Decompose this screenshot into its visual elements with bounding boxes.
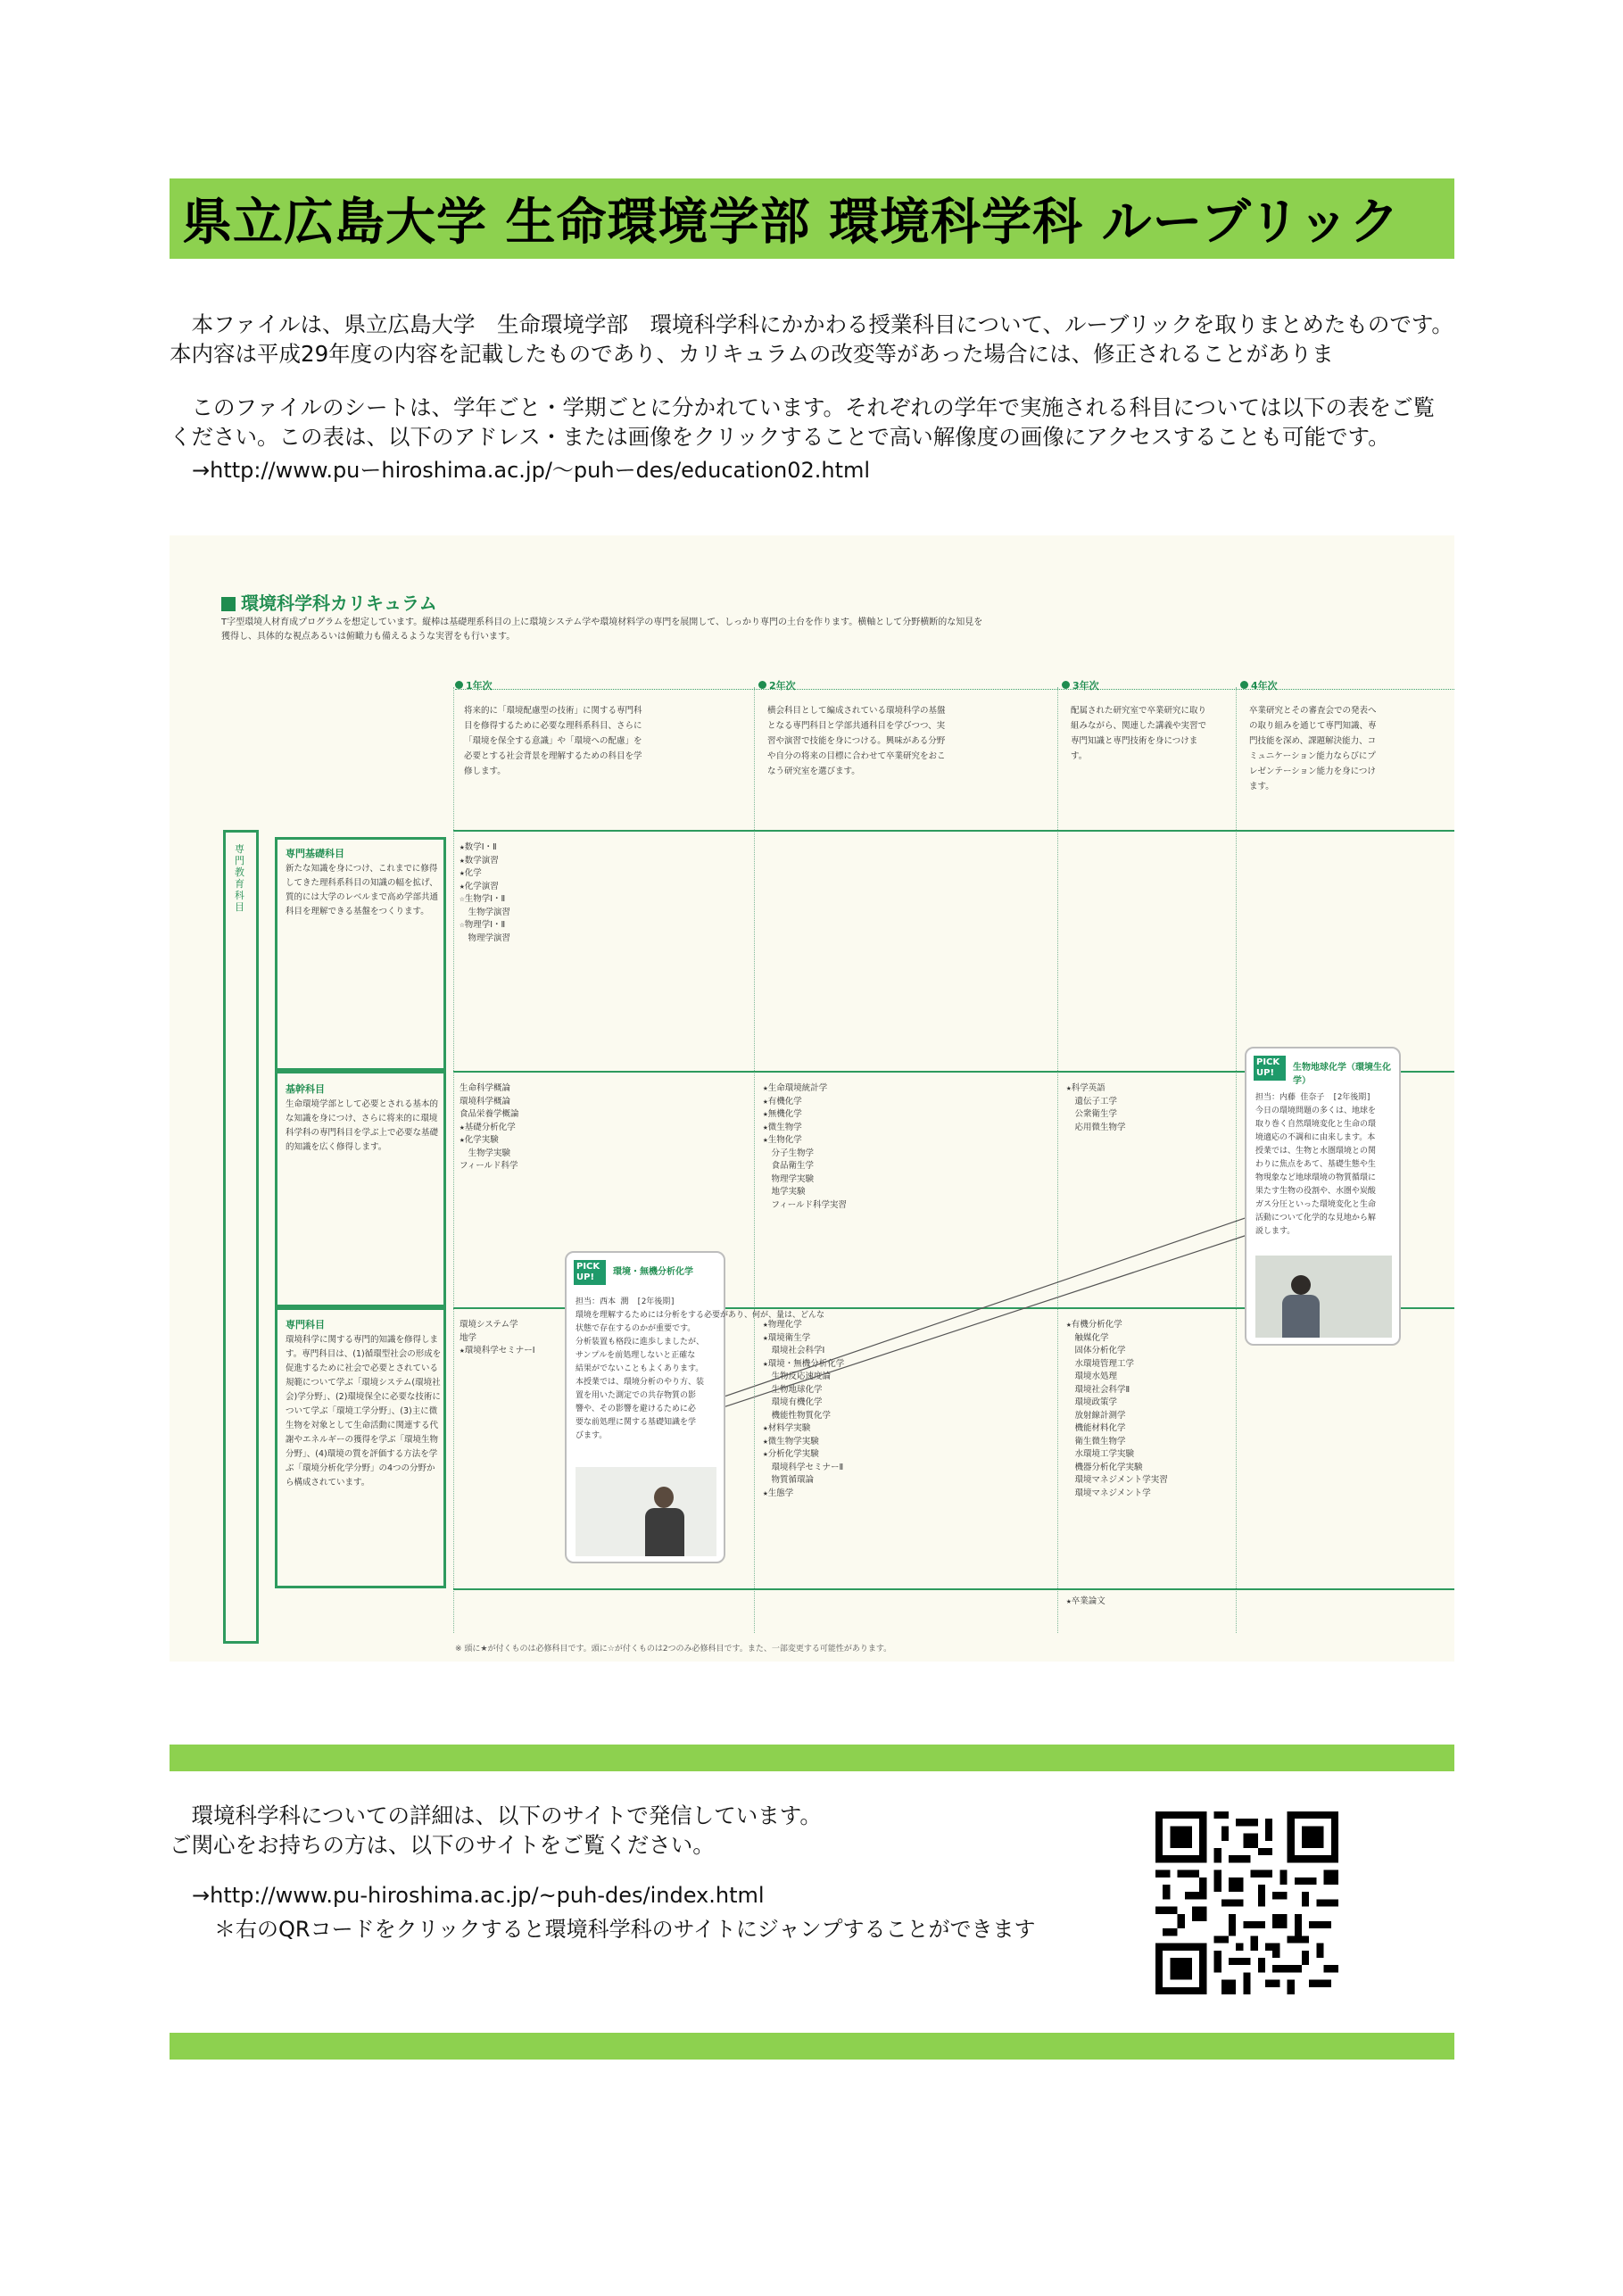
- block-specialized-title: 専門科目: [286, 1319, 325, 1330]
- block-basic-title: 専門基礎科目: [286, 848, 344, 859]
- specialized-education-label: 専門教育科目: [235, 843, 244, 913]
- detail-text: [170, 1801, 822, 1860]
- year-label-4: 4年次: [1240, 678, 1278, 692]
- page-title: 県立広島大学 生命環境学部 環境科学科 ルーブリック: [182, 194, 1401, 252]
- list-core-year1: 生命科学概論 環境科学概論 食品栄養学概論 ★基礎分析化学 ★化学実験 生物学実験 フィールド科学: [460, 1083, 519, 1171]
- list-core-year3: ★科学英語 遺伝子工学 公衆衛生学 応用微生物学: [1066, 1083, 1126, 1132]
- pickup-desc: 担当：西本 潤 [2年後期] 環境を理解するためには分析をする必要があり、何が、量は、どんな 状態で存在するのかが重要です。 分析装置も格段に進歩しましたが、 サンプルを前処理しないと正確な 結果がでないこともよくあります。 本授業では、環境分析のやり方、装 置を用いた測定での共存物質の影 響や、その影響を避けるために必 要な前処理に関する基礎知識を学 びます。: [576, 1297, 825, 1440]
- list-thesis: ★卒業論文: [1066, 1596, 1105, 1606]
- detail-line-1: 環境科学科についての詳細は、以下のサイトで発信しています。: [191, 1803, 822, 1828]
- list-specialized-year2: ★物理化学 ★環境衛生学 環境社会科学Ⅰ ★環境・無機分析化学 生物反応速度論 生物地球化学 環境有機化学 機能性物質化学 ★材料学実験 ★微生物学実験 ★分析化学実験 環境科学セミナーⅡ 物質循環論 ★生態学: [763, 1320, 845, 1498]
- intro-text-2: このファイルのシートは、学年ごと・学期ごとに分かれています。それぞれの学年で実施される科目については以下の表をご覧ください。この表は、以下のアドレス・または画像をクリックすることで高い解像度の画像にアクセスすることも可能です。: [170, 394, 1436, 450]
- pickup-badge: PICK UP!: [574, 1260, 606, 1285]
- department-site-link[interactable]: →http://www.pu-hiroshima.ac.jp/~puh-des/index.html: [192, 1883, 765, 1908]
- intro-paragraph-1: [170, 310, 1454, 369]
- title-bar: [170, 178, 1454, 259]
- detail-line-2: ご関心をお持ちの方は、以下のサイトをご覧ください。: [170, 1832, 715, 1858]
- lecturer-photo: [1255, 1256, 1392, 1338]
- curriculum-heading-text: 環境科学科カリキュラム: [241, 593, 437, 614]
- pickup-desc: 担当：内藤 佳奈子 [2年後期] 今日の環境問題の多くは、地球を 取り巻く自然環境変化と生命の環 境適応の不調和に由来します。本 授業では、生物と水圏環境との関 わりに焦点をあて、基礎生態や生 物現象など地球環境の物質循環に 果たす生物の役割や、水圏や炭酸 ガス分圧といった環境変化と生命 活動について化学的な見地から解 説します。: [1255, 1093, 1377, 1236]
- year-label-1: 1年次: [455, 678, 493, 692]
- block-basic-desc: 新たな知識を身につけ、これまでに修得してきた理科系科目の知識の幅を拡げ、質的には大学のレベルまで高め学部共通科目を理解できる基盤をつくります。: [286, 864, 439, 916]
- year-label-3: 3年次: [1062, 678, 1099, 692]
- curriculum-intro: T字型環境人材育成プログラムを想定しています。縦棒は基礎理系科目の上に環境システム学や環境材料学の専門を展開して、しっかり専門の土台を作ります。横軸として分野横断的な知見を獲得し、具体的な視点あるいは俯瞰力も備えるような実習をも行います。: [221, 618, 983, 642]
- year-desc-2: 横会科目として編成されている環境科学の基盤となる専門科目と学部共通科目を学びつつ、実習や演習で技能を身につける。興味がある分野や自分の将来の目標に合わせて卒業研究をおこなう研究室を選びます。: [767, 706, 946, 776]
- pickup-title: 環境・無機分析化学: [613, 1267, 693, 1277]
- intro-paragraph-2: [170, 393, 1454, 452]
- list-specialized-year3: ★有機分析化学 触媒化学 固体分析化学 水環境管理工学 環境水処理 環境社会科学Ⅱ 環境政策学 放射線計測学 機能材料化学 衛生微生物学 水環境工学実験 機器分析化学実験 環境マネジメント学実習 環境マネジメント学: [1066, 1320, 1168, 1498]
- divider-bar-top: [170, 1745, 1454, 1771]
- year-desc-4: 卒業研究とその審査会での発表への取り組みを通じて専門知識、専門技能を深め、課題解決能力、コミュニケーション能力ならびにプレゼンテーション能力を身につけます。: [1249, 706, 1377, 792]
- divider-bar-bottom: [170, 2033, 1454, 2060]
- year-desc-3: 配属された研究室で卒業研究に取り組みながら、関連した講義や実習で専門知識と専門技術を身につけます。: [1071, 706, 1207, 761]
- intro-text-1: 本ファイルは、県立広島大学 生命環境学部 環境科学科にかかわる授業科目について、ルーブリックを取りまとめたものです。本内容は平成29年度の内容を記載したものであり、カリキュラムの改変等があった場合には、修正されることがありま: [170, 311, 1453, 367]
- year-label-2: 2年次: [758, 678, 796, 692]
- block-core-title: 基幹科目: [286, 1083, 325, 1095]
- list-specialized-year1: 環境システム学 地学 ★環境科学セミナーⅠ: [460, 1320, 535, 1355]
- block-core-desc: 生命環境学部として必要とされる基本的な知識を身につけ、さらに将来的に環境科学科の専門科目を学ぶ上で必要な基礎的知識を広く修得します。: [286, 1099, 439, 1152]
- pickup-badge: PICK UP!: [1254, 1056, 1286, 1081]
- lecturer-photo: [576, 1467, 716, 1556]
- qr-code-icon[interactable]: [1155, 1811, 1338, 1994]
- curriculum-image[interactable]: [170, 535, 1454, 1662]
- curriculum-link[interactable]: →http://www.puーhiroshima.ac.jp/〜puhーdes/education02.html: [192, 458, 871, 483]
- pickup-title: 生物地球化学（環境生化学）: [1293, 1063, 1391, 1086]
- list-basic-year1: ★数学Ⅰ・Ⅱ ★数学演習 ★化学 ★化学演習 ☆生物学Ⅰ・Ⅱ 生物学演習 ☆物理学Ⅰ・Ⅱ 物理学演習: [460, 842, 511, 943]
- year-desc-1: 将来的に「環境配慮型の技術」に関する専門科目を修得するために必要な理科系科目、さらに「環境を保全する意識」や「環境への配慮」を必要とする社会背景を理解するための科目を学修します。: [464, 706, 642, 776]
- qr-note: ＊右のQRコードをクリックすると環境科学科のサイトにジャンプすることができます: [214, 1917, 1036, 1942]
- list-core-year2: ★生命環境統計学 ★有機化学 ★無機化学 ★微生物学 ★生物化学 分子生物学 食品衛生学 物理学実験 地学実験 フィールド科学実習: [763, 1083, 848, 1210]
- block-specialized-desc: 環境科学に関する専門的知識を修得します。専門科目は、(1)循環型社会の形成を促進するために社会で必要とされている規範について学ぶ「環境システム(環境社会)学分野」、(2)環境保全に必要な技術について学ぶ「環境工学分野」、(3)主に微生物を対象として生命活動に関連する代謝やエネルギーの獲得を学ぶ「環境生物分野」、(4)環境の質を評価する方法を学ぶ「環境分析化学分野」の4つの分野から構成されています。: [286, 1335, 442, 1488]
- curriculum-footnote: ※ 頭に★が付くものは必修科目です。頭に☆が付くものは2つのみ必修科目です。また、一部変更する可能性があります。: [455, 1645, 892, 1654]
- pickup-card-biogeochemistry[interactable]: [1245, 1047, 1401, 1346]
